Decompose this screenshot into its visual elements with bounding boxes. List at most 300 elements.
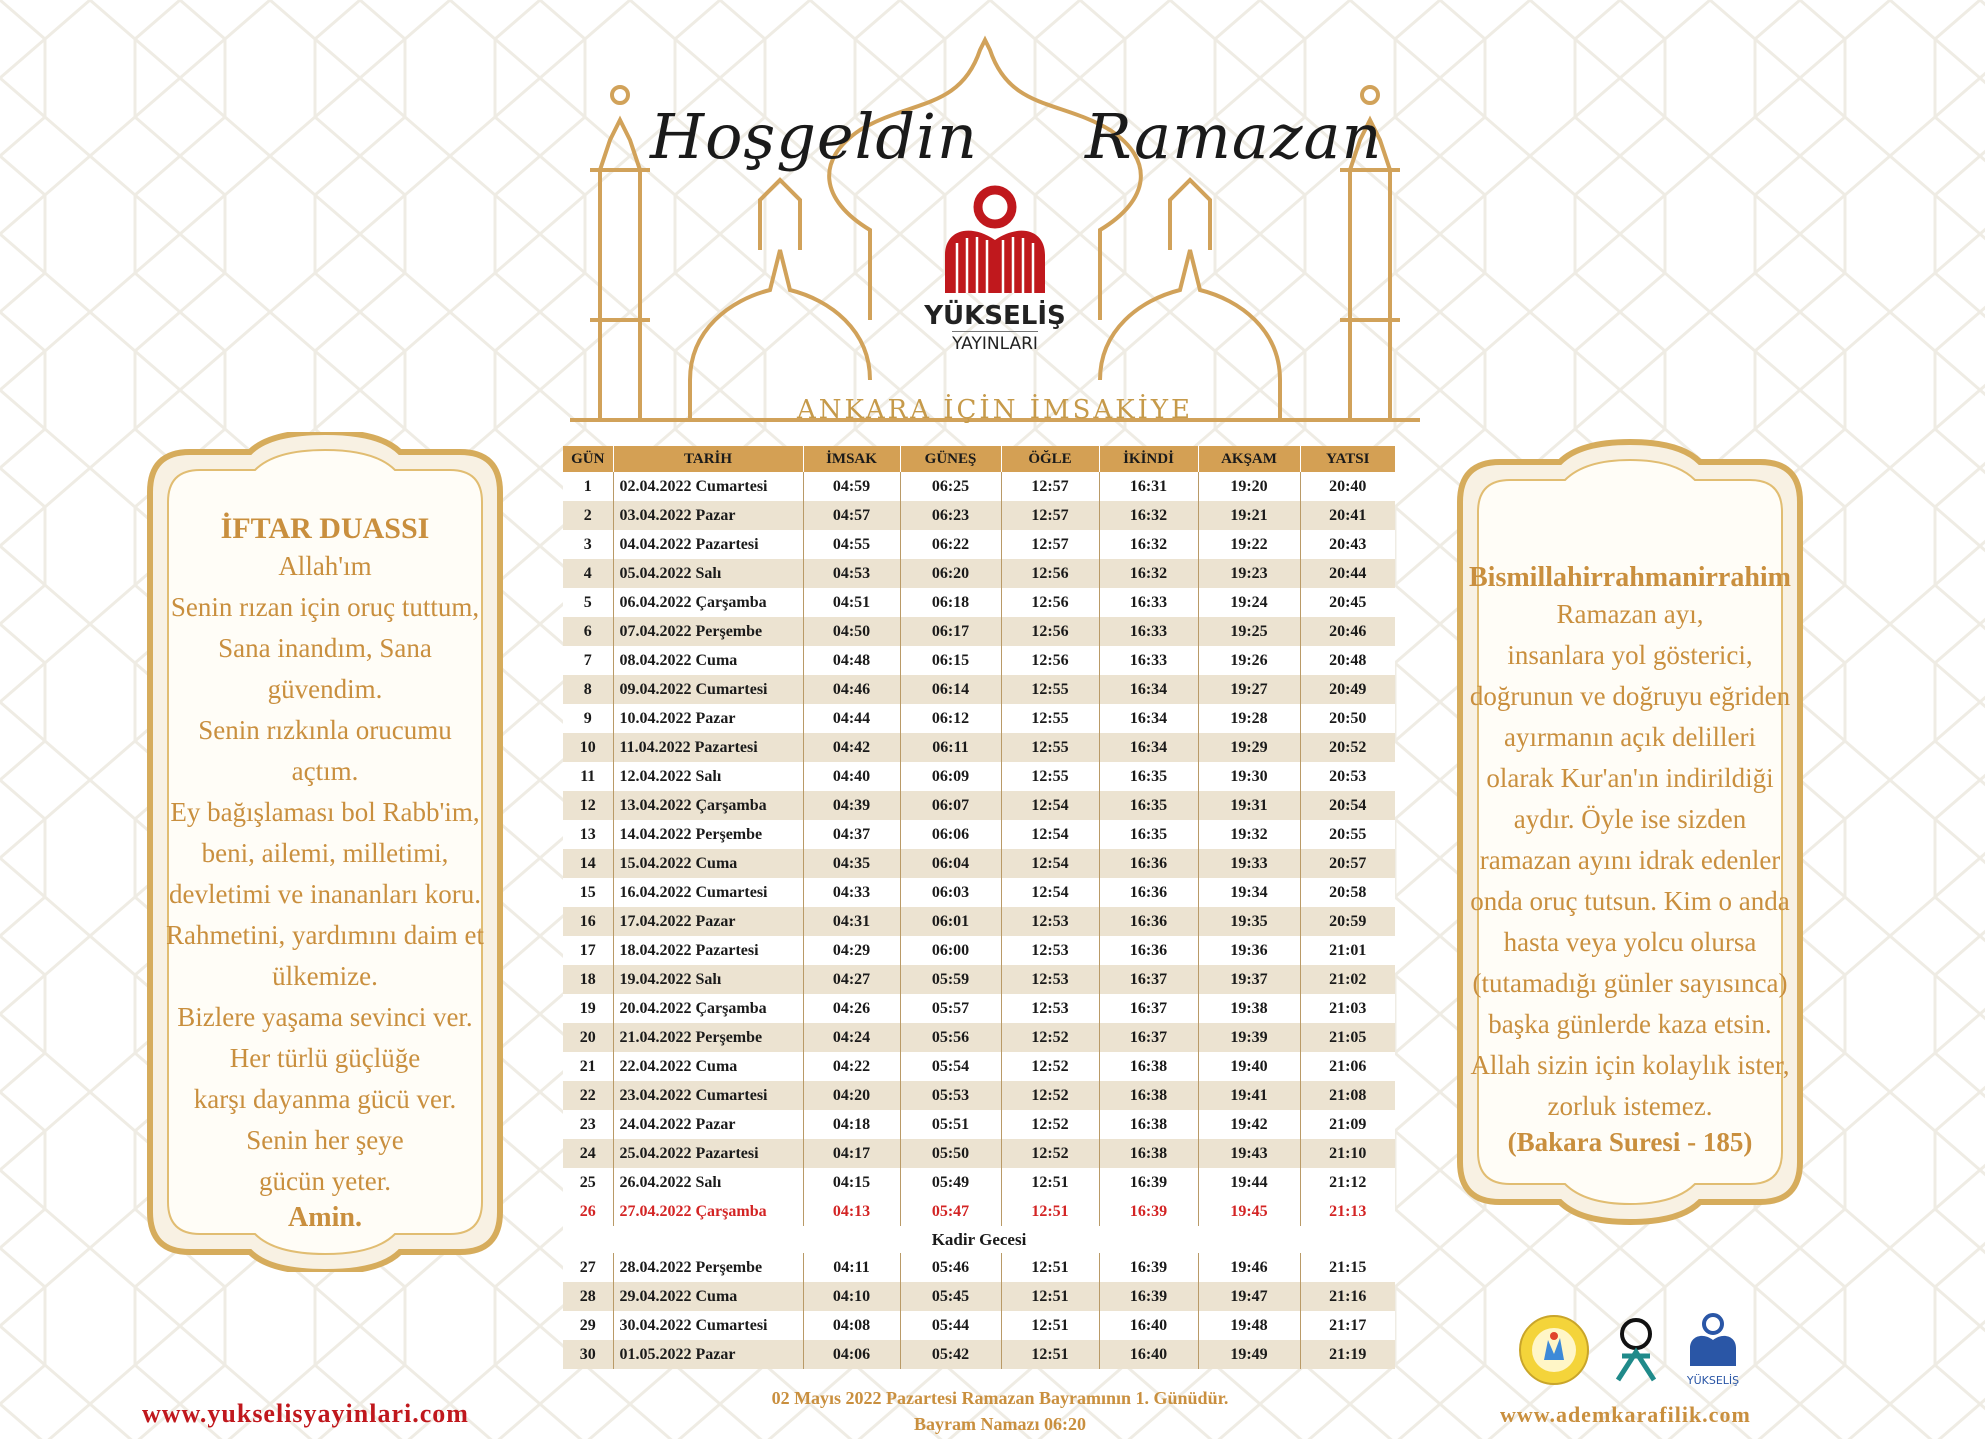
cell-imsak: 04:06 <box>803 1340 900 1369</box>
cell-gun: 3 <box>563 530 613 559</box>
cell-imsak: 04:39 <box>803 791 900 820</box>
cell-tarih: 19.04.2022 Salı <box>613 965 803 994</box>
table-row <box>563 907 1395 936</box>
cell-gunes: 06:09 <box>900 762 1001 791</box>
cell-ikindi: 16:40 <box>1099 1311 1198 1340</box>
cell-ikindi: 16:32 <box>1099 530 1198 559</box>
iftar-duasi-title: İFTAR DUASSI <box>220 512 430 545</box>
cell-yatsi: 21:15 <box>1300 1253 1395 1282</box>
cell-gunes: 06:22 <box>900 530 1001 559</box>
title-left: Hoşgeldin <box>650 100 978 173</box>
website-link-publisher[interactable]: www.yukselisyayinlari.com <box>142 1399 469 1428</box>
cell-gun: 26 <box>563 1197 613 1226</box>
dua-line: karşı dayanma gücü ver. <box>193 1084 457 1114</box>
cell-imsak: 04:40 <box>803 762 900 791</box>
cell-gun: 14 <box>563 849 613 878</box>
cell-ikindi: 16:38 <box>1099 1081 1198 1110</box>
cell-ogle: 12:54 <box>1001 791 1099 820</box>
cell-ikindi: 16:38 <box>1099 1052 1198 1081</box>
table-row <box>563 1282 1395 1311</box>
cell-ogle: 12:55 <box>1001 704 1099 733</box>
cell-yatsi: 20:54 <box>1300 791 1395 820</box>
bakara-ayet-panel <box>1410 432 1850 1232</box>
cell-tarih: 21.04.2022 Perşembe <box>613 1023 803 1052</box>
cell-ogle: 12:53 <box>1001 965 1099 994</box>
table-row <box>563 1340 1395 1369</box>
cell-tarih: 20.04.2022 Çarşamba <box>613 994 803 1023</box>
cell-ogle: 12:52 <box>1001 1139 1099 1168</box>
cell-ikindi: 16:39 <box>1099 1282 1198 1311</box>
cell-aksam: 19:27 <box>1198 675 1300 704</box>
cell-ogle: 12:51 <box>1001 1168 1099 1197</box>
cell-ogle: 12:56 <box>1001 617 1099 646</box>
title-right: Ramazan <box>1085 100 1383 173</box>
cell-ogle: 12:57 <box>1001 501 1099 530</box>
cell-tarih: 15.04.2022 Cuma <box>613 849 803 878</box>
cell-gun: 5 <box>563 588 613 617</box>
verse-line: onda oruç tutsun. Kim o anda <box>1470 886 1790 916</box>
verse-line: doğrunun ve doğruyu eğriden <box>1469 681 1791 711</box>
dua-line: Her türlü güçlüğe <box>229 1043 421 1073</box>
dua-line: Rahmetini, yardımını daim et <box>166 920 484 950</box>
cell-yatsi: 20:57 <box>1300 849 1395 878</box>
cell-tarih: 23.04.2022 Cumartesi <box>613 1081 803 1110</box>
cell-tarih: 02.04.2022 Cumartesi <box>613 472 803 501</box>
verse-line: zorluk istemez. <box>1547 1091 1713 1121</box>
award-seal-icon <box>1520 1316 1588 1384</box>
cell-imsak: 04:11 <box>803 1253 900 1282</box>
cell-ogle: 12:52 <box>1001 1052 1099 1081</box>
cell-aksam: 19:25 <box>1198 617 1300 646</box>
cell-aksam: 19:47 <box>1198 1282 1300 1311</box>
cell-tarih: 11.04.2022 Pazartesi <box>613 733 803 762</box>
cell-aksam: 19:40 <box>1198 1052 1300 1081</box>
cell-imsak: 04:50 <box>803 617 900 646</box>
dua-line: Bizlere yaşama sevinci ver. <box>177 1002 473 1032</box>
cell-yatsi: 20:55 <box>1300 820 1395 849</box>
cell-imsak: 04:31 <box>803 907 900 936</box>
cell-gunes: 05:51 <box>900 1110 1001 1139</box>
cell-tarih: 17.04.2022 Pazar <box>613 907 803 936</box>
cell-gun: 15 <box>563 878 613 907</box>
table-row <box>563 878 1395 907</box>
cell-aksam: 19:36 <box>1198 936 1300 965</box>
cell-ogle: 12:51 <box>1001 1253 1099 1282</box>
cell-aksam: 19:34 <box>1198 878 1300 907</box>
cell-imsak: 04:26 <box>803 994 900 1023</box>
cell-tarih: 12.04.2022 Salı <box>613 762 803 791</box>
table-row <box>563 762 1395 791</box>
table-row <box>563 646 1395 675</box>
cell-ogle: 12:55 <box>1001 733 1099 762</box>
table-header-row <box>563 446 1395 472</box>
verse-reference: (Bakara Suresi - 185) <box>1507 1127 1753 1157</box>
table-row <box>563 472 1395 501</box>
cell-gunes: 05:54 <box>900 1052 1001 1081</box>
dua-line: ülkemize. <box>272 961 378 991</box>
cell-ogle: 12:51 <box>1001 1311 1099 1340</box>
cell-aksam: 19:24 <box>1198 588 1300 617</box>
cell-gunes: 06:12 <box>900 704 1001 733</box>
cell-gun: 25 <box>563 1168 613 1197</box>
cell-ogle: 12:55 <box>1001 675 1099 704</box>
cell-imsak: 04:35 <box>803 849 900 878</box>
cell-ikindi: 16:36 <box>1099 878 1198 907</box>
col-header-gun: GÜN <box>563 446 613 472</box>
cell-gunes: 06:15 <box>900 646 1001 675</box>
cell-yatsi: 20:53 <box>1300 762 1395 791</box>
col-header-gunes: GÜNEŞ <box>900 446 1001 472</box>
cell-gunes: 06:00 <box>900 936 1001 965</box>
bayram-note: 02 Mayıs 2022 Pazartesi Ramazan Bayramının 1. Günüdür. <box>771 1388 1229 1408</box>
cell-aksam: 19:46 <box>1198 1253 1300 1282</box>
cell-aksam: 19:41 <box>1198 1081 1300 1110</box>
cell-yatsi: 20:58 <box>1300 878 1395 907</box>
verse-line: Allah sizin için kolaylık ister, <box>1470 1050 1790 1080</box>
kadir-label-row <box>563 1226 1395 1253</box>
cell-ogle: 12:54 <box>1001 849 1099 878</box>
cell-ogle: 12:57 <box>1001 472 1099 501</box>
cell-yatsi: 21:13 <box>1300 1197 1395 1226</box>
cell-yatsi: 20:43 <box>1300 530 1395 559</box>
cell-ikindi: 16:37 <box>1099 994 1198 1023</box>
table-row <box>563 704 1395 733</box>
cell-gunes: 06:18 <box>900 588 1001 617</box>
cell-ikindi: 16:32 <box>1099 559 1198 588</box>
cell-gunes: 05:46 <box>900 1253 1001 1282</box>
kadir-gecesi-label: Kadir Gecesi <box>563 1226 1395 1253</box>
cell-aksam: 19:49 <box>1198 1340 1300 1369</box>
cell-ogle: 12:56 <box>1001 559 1099 588</box>
table-row <box>563 559 1395 588</box>
cell-tarih: 16.04.2022 Cumartesi <box>613 878 803 907</box>
cell-tarih: 29.04.2022 Cuma <box>613 1282 803 1311</box>
cell-aksam: 19:35 <box>1198 907 1300 936</box>
cell-aksam: 19:22 <box>1198 530 1300 559</box>
cell-aksam: 19:30 <box>1198 762 1300 791</box>
cell-yatsi: 21:12 <box>1300 1168 1395 1197</box>
cell-tarih: 03.04.2022 Pazar <box>613 501 803 530</box>
cell-aksam: 19:48 <box>1198 1311 1300 1340</box>
cell-ikindi: 16:31 <box>1099 472 1198 501</box>
dua-line: beni, ailemi, milletimi, <box>201 838 449 868</box>
cell-gunes: 06:01 <box>900 907 1001 936</box>
dua-line: Senin rızkınla orucumu <box>198 715 452 745</box>
cell-gunes: 05:50 <box>900 1139 1001 1168</box>
cell-tarih: 09.04.2022 Cumartesi <box>613 675 803 704</box>
table-row <box>563 501 1395 530</box>
cell-tarih: 22.04.2022 Cuma <box>613 1052 803 1081</box>
cell-aksam: 19:23 <box>1198 559 1300 588</box>
cell-tarih: 06.04.2022 Çarşamba <box>613 588 803 617</box>
cell-gunes: 05:49 <box>900 1168 1001 1197</box>
cell-ikindi: 16:32 <box>1099 501 1198 530</box>
table-row <box>563 965 1395 994</box>
table-row <box>563 820 1395 849</box>
cell-ogle: 12:53 <box>1001 994 1099 1023</box>
cell-gun: 8 <box>563 675 613 704</box>
cell-gun: 19 <box>563 994 613 1023</box>
cell-tarih: 08.04.2022 Cuma <box>613 646 803 675</box>
table-row <box>563 1023 1395 1052</box>
cell-imsak: 04:08 <box>803 1311 900 1340</box>
verse-line: ramazan ayını idrak edenler <box>1479 845 1781 875</box>
cell-gunes: 05:53 <box>900 1081 1001 1110</box>
cell-ikindi: 16:38 <box>1099 1139 1198 1168</box>
cell-gun: 29 <box>563 1311 613 1340</box>
cell-tarih: 05.04.2022 Salı <box>613 559 803 588</box>
dua-line: güvendim. <box>267 674 383 704</box>
cell-aksam: 19:42 <box>1198 1110 1300 1139</box>
cell-yatsi: 21:01 <box>1300 936 1395 965</box>
cell-yatsi: 21:02 <box>1300 965 1395 994</box>
cell-gun: 24 <box>563 1139 613 1168</box>
table-body-part2 <box>563 1253 1395 1369</box>
cell-ikindi: 16:37 <box>1099 965 1198 994</box>
cell-aksam: 19:44 <box>1198 1168 1300 1197</box>
cell-gunes: 05:56 <box>900 1023 1001 1052</box>
cell-gun: 10 <box>563 733 613 762</box>
table-row <box>563 1253 1395 1282</box>
cell-ogle: 12:53 <box>1001 907 1099 936</box>
cell-aksam: 19:33 <box>1198 849 1300 878</box>
cell-yatsi: 21:08 <box>1300 1081 1395 1110</box>
cell-gun: 17 <box>563 936 613 965</box>
cell-imsak: 04:48 <box>803 646 900 675</box>
verse-line: olarak Kur'an'ın indirildiği <box>1486 763 1774 793</box>
dua-line: Senin her şeye <box>246 1125 404 1155</box>
cell-ikindi: 16:35 <box>1099 791 1198 820</box>
kadir-section <box>563 1197 1395 1253</box>
cell-ogle: 12:53 <box>1001 936 1099 965</box>
table-row <box>563 994 1395 1023</box>
table-row <box>563 791 1395 820</box>
cell-imsak: 04:20 <box>803 1081 900 1110</box>
verse-line: Ramazan ayı, <box>1556 599 1704 629</box>
publisher-logo <box>920 185 1070 375</box>
cell-imsak: 04:42 <box>803 733 900 762</box>
cell-tarih: 18.04.2022 Pazartesi <box>613 936 803 965</box>
cell-tarih: 26.04.2022 Salı <box>613 1168 803 1197</box>
yukselis-small-logo-icon <box>1686 1315 1739 1387</box>
col-header-yatsi: YATSI <box>1300 446 1395 472</box>
cell-yatsi: 21:03 <box>1300 994 1395 1023</box>
cell-tarih: 24.04.2022 Pazar <box>613 1110 803 1139</box>
yukselis-small-label: YÜKSELİŞ <box>1686 1374 1740 1387</box>
cell-yatsi: 21:06 <box>1300 1052 1395 1081</box>
cell-ikindi: 16:37 <box>1099 1023 1198 1052</box>
verse-line: ayırmanın açık delilleri <box>1504 722 1756 752</box>
cell-ikindi: 16:35 <box>1099 820 1198 849</box>
publisher-sub: YAYINLARI <box>952 331 1038 354</box>
dua-line: devletimi ve inananları koru. <box>169 879 481 909</box>
cell-gunes: 05:47 <box>900 1197 1001 1226</box>
cell-imsak: 04:37 <box>803 820 900 849</box>
dua-line: Senin rızan için oruç tuttum, <box>170 592 480 622</box>
cell-imsak: 04:29 <box>803 936 900 965</box>
cell-gunes: 06:11 <box>900 733 1001 762</box>
cell-yatsi: 21:19 <box>1300 1340 1395 1369</box>
cell-imsak: 04:15 <box>803 1168 900 1197</box>
cell-gun: 4 <box>563 559 613 588</box>
cell-aksam: 19:26 <box>1198 646 1300 675</box>
verse-line: başka günlerde kaza etsin. <box>1488 1009 1772 1039</box>
cell-imsak: 04:57 <box>803 501 900 530</box>
cell-ikindi: 16:36 <box>1099 936 1198 965</box>
cell-ikindi: 16:36 <box>1099 907 1198 936</box>
cell-ogle: 12:51 <box>1001 1340 1099 1369</box>
cell-gunes: 06:07 <box>900 791 1001 820</box>
cell-gunes: 05:45 <box>900 1282 1001 1311</box>
cell-yatsi: 20:45 <box>1300 588 1395 617</box>
cell-gun: 9 <box>563 704 613 733</box>
cell-imsak: 04:18 <box>803 1110 900 1139</box>
cell-gunes: 06:23 <box>900 501 1001 530</box>
cell-yatsi: 20:48 <box>1300 646 1395 675</box>
cell-gun: 27 <box>563 1253 613 1282</box>
verse-line: insanlara yol gösterici, <box>1507 640 1753 670</box>
cell-yatsi: 20:49 <box>1300 675 1395 704</box>
cell-ogle: 12:56 <box>1001 588 1099 617</box>
cell-imsak: 04:24 <box>803 1023 900 1052</box>
cell-gun: 22 <box>563 1081 613 1110</box>
cell-yatsi: 21:10 <box>1300 1139 1395 1168</box>
table-row <box>563 1139 1395 1168</box>
cell-gun: 6 <box>563 617 613 646</box>
cell-gunes: 06:04 <box>900 849 1001 878</box>
cell-tarih: 01.05.2022 Pazar <box>613 1340 803 1369</box>
ademkarafilik-logo-icon <box>1618 1320 1654 1380</box>
table-row-kadir <box>563 1197 1395 1226</box>
cell-gunes: 05:44 <box>900 1311 1001 1340</box>
dua-line: gücün yeter. <box>259 1166 391 1196</box>
dua-line: Allah'ım <box>278 551 372 581</box>
cell-gun: 18 <box>563 965 613 994</box>
cell-yatsi: 20:46 <box>1300 617 1395 646</box>
cell-gun: 2 <box>563 501 613 530</box>
cell-gun: 7 <box>563 646 613 675</box>
cell-aksam: 19:39 <box>1198 1023 1300 1052</box>
cell-ikindi: 16:38 <box>1099 1110 1198 1139</box>
table-body-part1 <box>563 472 1395 1197</box>
cell-imsak: 04:55 <box>803 530 900 559</box>
cell-yatsi: 20:41 <box>1300 501 1395 530</box>
cell-yatsi: 21:05 <box>1300 1023 1395 1052</box>
iftar-duasi-panel <box>110 432 540 1272</box>
cell-imsak: 04:44 <box>803 704 900 733</box>
cell-ikindi: 16:34 <box>1099 675 1198 704</box>
table-row <box>563 1110 1395 1139</box>
cell-yatsi: 20:44 <box>1300 559 1395 588</box>
cell-gunes: 06:14 <box>900 675 1001 704</box>
cell-ikindi: 16:39 <box>1099 1197 1198 1226</box>
cell-ogle: 12:55 <box>1001 762 1099 791</box>
cell-yatsi: 21:16 <box>1300 1282 1395 1311</box>
cell-ogle: 12:56 <box>1001 646 1099 675</box>
cell-ogle: 12:52 <box>1001 1023 1099 1052</box>
cell-aksam: 19:21 <box>1198 501 1300 530</box>
cell-imsak: 04:51 <box>803 588 900 617</box>
cell-ogle: 12:52 <box>1001 1110 1099 1139</box>
cell-imsak: 04:13 <box>803 1197 900 1226</box>
cell-tarih: 30.04.2022 Cumartesi <box>613 1311 803 1340</box>
cell-gun: 28 <box>563 1282 613 1311</box>
cell-ogle: 12:52 <box>1001 1081 1099 1110</box>
cell-imsak: 04:27 <box>803 965 900 994</box>
cell-gun: 12 <box>563 791 613 820</box>
table-row <box>563 530 1395 559</box>
cell-gunes: 06:17 <box>900 617 1001 646</box>
table-row <box>563 1052 1395 1081</box>
cell-imsak: 04:59 <box>803 472 900 501</box>
dua-line: Sana inandım, Sana <box>218 633 432 663</box>
cell-ikindi: 16:39 <box>1099 1168 1198 1197</box>
cell-gun: 20 <box>563 1023 613 1052</box>
cell-aksam: 19:45 <box>1198 1197 1300 1226</box>
cell-imsak: 04:22 <box>803 1052 900 1081</box>
cell-aksam: 19:37 <box>1198 965 1300 994</box>
cell-aksam: 19:28 <box>1198 704 1300 733</box>
table-row <box>563 849 1395 878</box>
cell-gun: 1 <box>563 472 613 501</box>
cell-gunes: 06:20 <box>900 559 1001 588</box>
cell-gunes: 05:42 <box>900 1340 1001 1369</box>
cell-tarih: 25.04.2022 Pazartesi <box>613 1139 803 1168</box>
cell-tarih: 04.04.2022 Pazartesi <box>613 530 803 559</box>
table-row <box>563 675 1395 704</box>
bismillah-title: Bismillahirrahmanirrahim <box>1469 562 1791 593</box>
website-link-author[interactable]: www.ademkarafilik.com <box>1500 1402 1751 1427</box>
cell-aksam: 19:38 <box>1198 994 1300 1023</box>
cell-gun: 30 <box>563 1340 613 1369</box>
cell-tarih: 28.04.2022 Perşembe <box>613 1253 803 1282</box>
cell-gun: 11 <box>563 762 613 791</box>
cell-tarih: 10.04.2022 Pazar <box>613 704 803 733</box>
imsakiye-table <box>563 446 1395 1369</box>
imsakiye-heading: ANKARA İÇİN İMSAKİYE <box>796 395 1194 425</box>
cell-yatsi: 20:59 <box>1300 907 1395 936</box>
cell-yatsi: 20:50 <box>1300 704 1395 733</box>
cell-ikindi: 16:33 <box>1099 646 1198 675</box>
col-header-tarih: TARİH <box>613 446 803 472</box>
cell-imsak: 04:46 <box>803 675 900 704</box>
col-header-ikindi: İKİNDİ <box>1099 446 1198 472</box>
cell-aksam: 19:32 <box>1198 820 1300 849</box>
cell-imsak: 04:10 <box>803 1282 900 1311</box>
imsakiye-table-container <box>563 446 1395 1369</box>
cell-gunes: 05:57 <box>900 994 1001 1023</box>
cell-ikindi: 16:40 <box>1099 1340 1198 1369</box>
cell-imsak: 04:33 <box>803 878 900 907</box>
bayram-namazi-note: Bayram Namazı 06:20 <box>914 1414 1086 1434</box>
table-row <box>563 936 1395 965</box>
cell-gunes: 06:06 <box>900 820 1001 849</box>
cell-ogle: 12:51 <box>1001 1282 1099 1311</box>
cell-imsak: 04:17 <box>803 1139 900 1168</box>
publisher-name: YÜKSELİŞ <box>924 301 1066 331</box>
sponsor-logos <box>1518 1310 1748 1390</box>
cell-gun: 21 <box>563 1052 613 1081</box>
publisher-logo-icon <box>930 185 1060 295</box>
cell-aksam: 19:43 <box>1198 1139 1300 1168</box>
cell-aksam: 19:20 <box>1198 472 1300 501</box>
cell-ikindi: 16:39 <box>1099 1253 1198 1282</box>
dua-amin: Amin. <box>288 1202 362 1233</box>
cell-aksam: 19:29 <box>1198 733 1300 762</box>
dua-line: Ey bağışlaması bol Rabb'im, <box>170 797 480 827</box>
table-row <box>563 617 1395 646</box>
cell-imsak: 04:53 <box>803 559 900 588</box>
